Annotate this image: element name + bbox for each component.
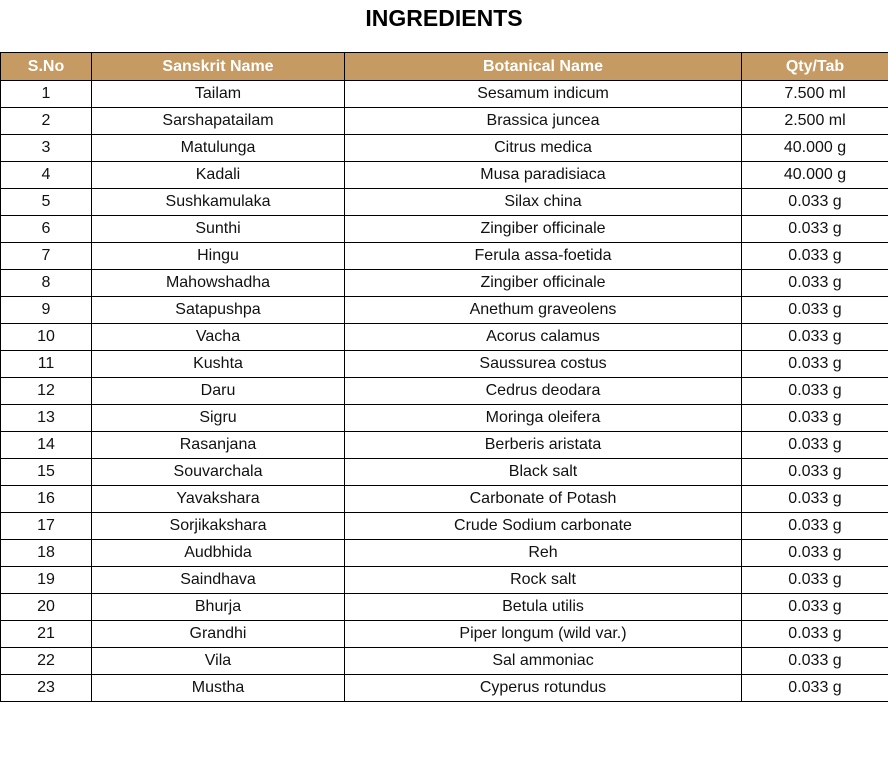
table-row (1, 432, 888, 459)
table-row (1, 648, 888, 675)
cell-sno: 8 (1, 270, 92, 297)
cell-botanical-name: Zingiber officinale (345, 216, 742, 243)
table-row (1, 486, 888, 513)
cell-qty-per-tab: 40.000 g (742, 135, 888, 162)
cell-botanical-name: Moringa oleifera (345, 405, 742, 432)
cell-botanical-name: Sesamum indicum (345, 81, 742, 108)
table-row (1, 459, 888, 486)
cell-sno: 3 (1, 135, 92, 162)
table-body (1, 81, 888, 702)
cell-botanical-name: Piper longum (wild var.) (345, 621, 742, 648)
table-row (1, 594, 888, 621)
cell-sanskrit-name: Kushta (92, 351, 345, 378)
cell-sno: 17 (1, 513, 92, 540)
cell-botanical-name: Sal ammoniac (345, 648, 742, 675)
cell-sanskrit-name: Grandhi (92, 621, 345, 648)
cell-sanskrit-name: Mustha (92, 675, 345, 702)
cell-sanskrit-name: Audbhida (92, 540, 345, 567)
column-header-sno: S.No (1, 53, 92, 81)
table-row (1, 405, 888, 432)
cell-qty-per-tab: 0.033 g (742, 567, 888, 594)
cell-botanical-name: Cedrus deodara (345, 378, 742, 405)
cell-sno: 10 (1, 324, 92, 351)
cell-qty-per-tab: 0.033 g (742, 594, 888, 621)
table-row (1, 243, 888, 270)
cell-qty-per-tab: 0.033 g (742, 324, 888, 351)
cell-qty-per-tab: 40.000 g (742, 162, 888, 189)
cell-sanskrit-name: Souvarchala (92, 459, 345, 486)
cell-sanskrit-name: Rasanjana (92, 432, 345, 459)
page-title: INGREDIENTS (365, 5, 523, 31)
table-row (1, 81, 888, 108)
cell-qty-per-tab: 0.033 g (742, 270, 888, 297)
cell-qty-per-tab: 0.033 g (742, 540, 888, 567)
table-row (1, 351, 888, 378)
cell-sno: 15 (1, 459, 92, 486)
cell-sanskrit-name: Vacha (92, 324, 345, 351)
cell-sno: 18 (1, 540, 92, 567)
cell-botanical-name: Silax china (345, 189, 742, 216)
cell-qty-per-tab: 0.033 g (742, 243, 888, 270)
cell-sanskrit-name: Sigru (92, 405, 345, 432)
table-row (1, 540, 888, 567)
cell-botanical-name: Carbonate of Potash (345, 486, 742, 513)
table-row (1, 378, 888, 405)
cell-sno: 20 (1, 594, 92, 621)
cell-sno: 7 (1, 243, 92, 270)
cell-sanskrit-name: Yavakshara (92, 486, 345, 513)
table-row (1, 216, 888, 243)
cell-sanskrit-name: Kadali (92, 162, 345, 189)
cell-botanical-name: Betula utilis (345, 594, 742, 621)
cell-sanskrit-name: Bhurja (92, 594, 345, 621)
cell-qty-per-tab: 2.500 ml (742, 108, 888, 135)
table-row (1, 297, 888, 324)
cell-qty-per-tab: 0.033 g (742, 675, 888, 702)
cell-sno: 23 (1, 675, 92, 702)
table-row (1, 567, 888, 594)
cell-sno: 2 (1, 108, 92, 135)
cell-sno: 9 (1, 297, 92, 324)
cell-botanical-name: Brassica juncea (345, 108, 742, 135)
table-row (1, 189, 888, 216)
cell-botanical-name: Rock salt (345, 567, 742, 594)
cell-sno: 22 (1, 648, 92, 675)
cell-qty-per-tab: 0.033 g (742, 216, 888, 243)
cell-qty-per-tab: 7.500 ml (742, 81, 888, 108)
cell-sanskrit-name: Sunthi (92, 216, 345, 243)
cell-botanical-name: Anethum graveolens (345, 297, 742, 324)
cell-sno: 19 (1, 567, 92, 594)
cell-sno: 13 (1, 405, 92, 432)
table-row (1, 675, 888, 702)
cell-sanskrit-name: Matulunga (92, 135, 345, 162)
cell-sanskrit-name: Sushkamulaka (92, 189, 345, 216)
table-row (1, 108, 888, 135)
cell-sno: 5 (1, 189, 92, 216)
cell-sno: 11 (1, 351, 92, 378)
cell-sanskrit-name: Daru (92, 378, 345, 405)
cell-qty-per-tab: 0.033 g (742, 297, 888, 324)
cell-sanskrit-name: Sarshapatailam (92, 108, 345, 135)
cell-botanical-name: Acorus calamus (345, 324, 742, 351)
cell-qty-per-tab: 0.033 g (742, 432, 888, 459)
cell-qty-per-tab: 0.033 g (742, 648, 888, 675)
cell-botanical-name: Musa paradisiaca (345, 162, 742, 189)
table-row (1, 621, 888, 648)
cell-sno: 6 (1, 216, 92, 243)
cell-sno: 21 (1, 621, 92, 648)
cell-botanical-name: Zingiber officinale (345, 270, 742, 297)
ingredients-table (0, 52, 888, 702)
cell-botanical-name: Crude Sodium carbonate (345, 513, 742, 540)
cell-botanical-name: Black salt (345, 459, 742, 486)
cell-qty-per-tab: 0.033 g (742, 513, 888, 540)
cell-sno: 12 (1, 378, 92, 405)
cell-qty-per-tab: 0.033 g (742, 351, 888, 378)
cell-sanskrit-name: Satapushpa (92, 297, 345, 324)
cell-sanskrit-name: Tailam (92, 81, 345, 108)
cell-botanical-name: Cyperus rotundus (345, 675, 742, 702)
cell-sno: 1 (1, 81, 92, 108)
cell-qty-per-tab: 0.033 g (742, 621, 888, 648)
cell-sanskrit-name: Mahowshadha (92, 270, 345, 297)
cell-sanskrit-name: Sorjikakshara (92, 513, 345, 540)
cell-botanical-name: Berberis aristata (345, 432, 742, 459)
column-header-qty-per-tab: Qty/Tab (742, 53, 888, 81)
table-row (1, 513, 888, 540)
cell-qty-per-tab: 0.033 g (742, 486, 888, 513)
cell-sno: 14 (1, 432, 92, 459)
table-header-row (1, 53, 888, 81)
cell-sno: 16 (1, 486, 92, 513)
column-header-sanskrit-name: Sanskrit Name (92, 53, 345, 81)
cell-qty-per-tab: 0.033 g (742, 378, 888, 405)
cell-sanskrit-name: Vila (92, 648, 345, 675)
cell-sanskrit-name: Hingu (92, 243, 345, 270)
cell-qty-per-tab: 0.033 g (742, 189, 888, 216)
cell-botanical-name: Ferula assa-foetida (345, 243, 742, 270)
cell-botanical-name: Reh (345, 540, 742, 567)
cell-botanical-name: Saussurea costus (345, 351, 742, 378)
cell-botanical-name: Citrus medica (345, 135, 742, 162)
table-row (1, 270, 888, 297)
cell-sanskrit-name: Saindhava (92, 567, 345, 594)
cell-sno: 4 (1, 162, 92, 189)
cell-qty-per-tab: 0.033 g (742, 405, 888, 432)
column-header-botanical-name: Botanical Name (345, 53, 742, 81)
table-row (1, 162, 888, 189)
table-row (1, 135, 888, 162)
table-row (1, 324, 888, 351)
cell-qty-per-tab: 0.033 g (742, 459, 888, 486)
